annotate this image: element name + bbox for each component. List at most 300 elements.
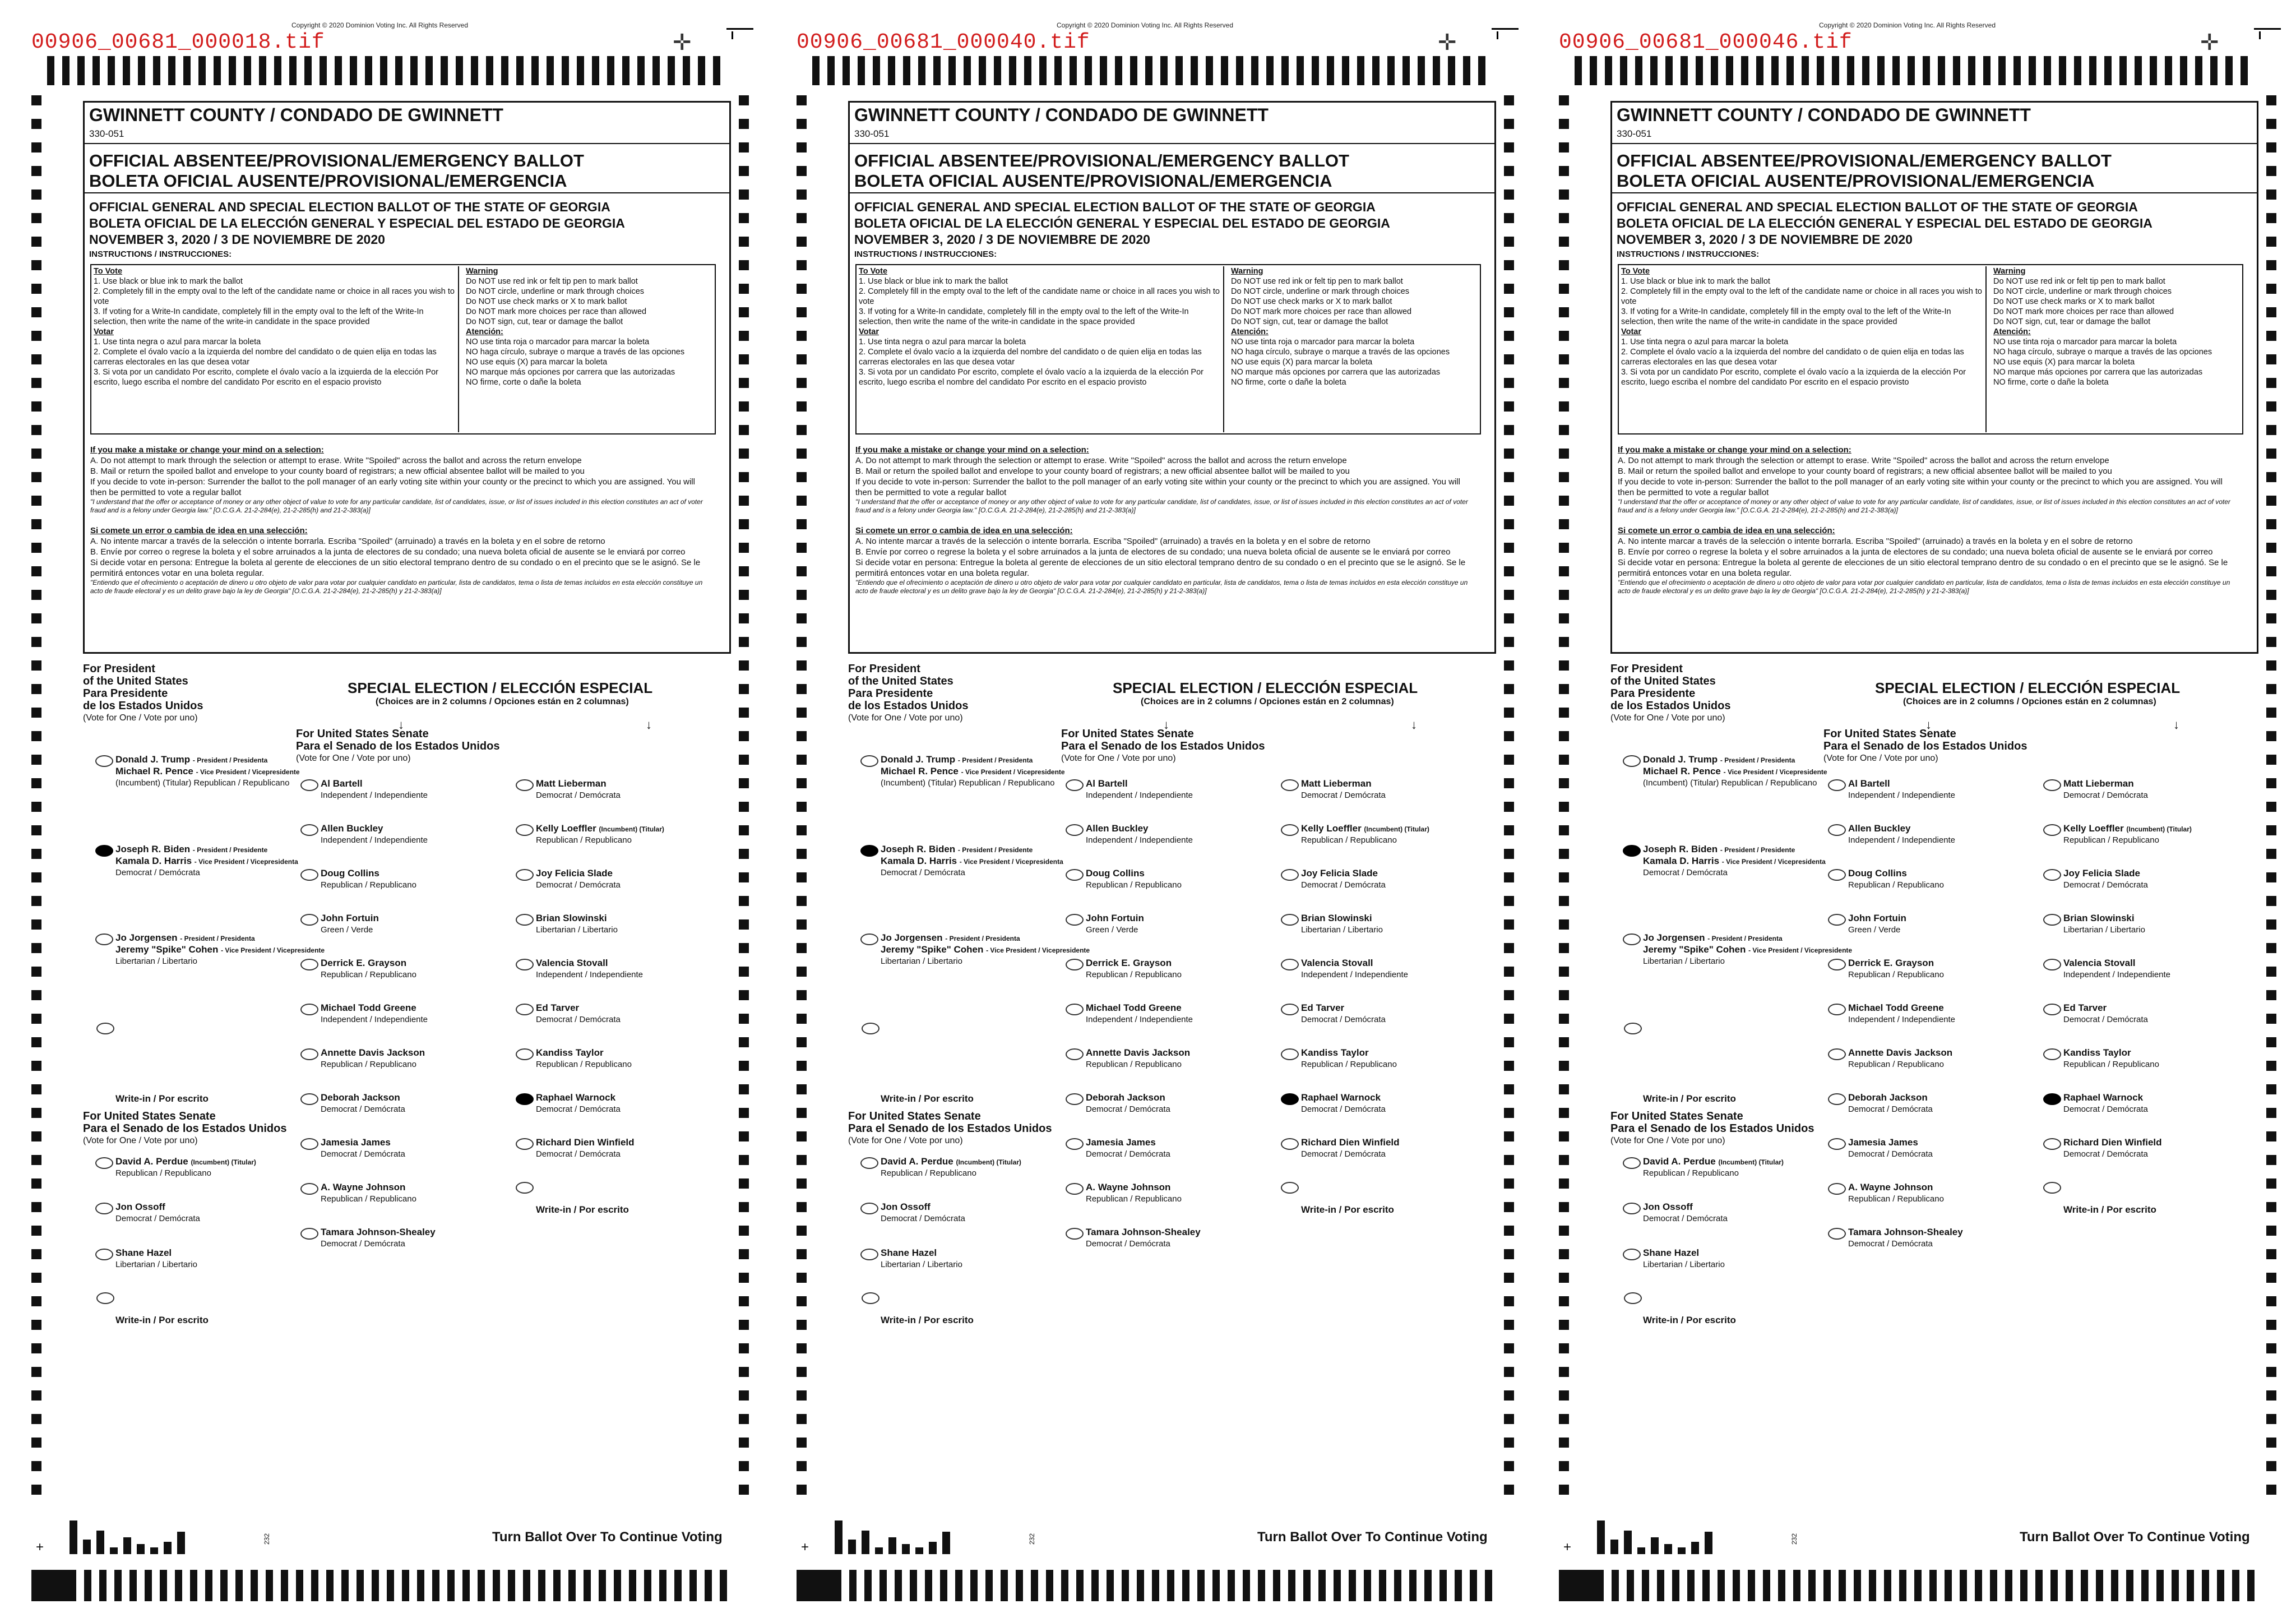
vote-oval[interactable]: [1623, 1203, 1641, 1214]
special-senate-candidate[interactable]: [1848, 1182, 1944, 1205]
special-senate-candidate[interactable]: [536, 913, 618, 936]
timing-mark: [622, 56, 629, 85]
vote-oval[interactable]: [1623, 1249, 1641, 1260]
vote-oval[interactable]: [860, 755, 878, 767]
timing-mark: [1182, 1570, 1189, 1601]
timing-mark: [888, 56, 895, 85]
timing-mark: [1998, 56, 2006, 85]
special-senate-candidate[interactable]: [1301, 913, 1383, 936]
special-senate-candidate[interactable]: [1848, 958, 1944, 981]
vote-oval[interactable]: [1828, 1048, 1846, 1060]
timing-mark: [153, 56, 160, 85]
vote-oval[interactable]: [1281, 1004, 1299, 1015]
special-senate-candidate[interactable]: [536, 1047, 632, 1070]
mistake-instructions: [1618, 445, 2240, 595]
timing-mark: [674, 1570, 682, 1601]
special-senate-candidate[interactable]: [536, 1137, 635, 1160]
writein-label: Write-in / Por escrito: [1643, 1093, 1736, 1104]
timing-mark: [739, 990, 749, 1000]
vote-oval[interactable]: [516, 959, 534, 970]
candidate-party: Republican / Republicano: [321, 970, 416, 979]
vote-oval[interactable]: [2043, 1004, 2061, 1015]
vote-oval[interactable]: [1828, 779, 1846, 791]
candidate-party: Republican / Republicano: [1848, 1060, 1944, 1069]
vote-for-note: (Vote for One / Vote por uno): [1610, 1136, 1725, 1145]
timing-mark: [274, 56, 281, 85]
timing-mark: [739, 425, 749, 435]
vote-oval[interactable]: [1066, 1138, 1084, 1150]
vote-oval[interactable]: [2043, 959, 2061, 970]
special-senate-candidate[interactable]: [321, 1047, 425, 1070]
vote-oval[interactable]: [1066, 1048, 1084, 1060]
candidate-name: Derrick E. Grayson: [321, 958, 407, 968]
vote-oval[interactable]: [516, 824, 534, 836]
to-vote-heading: To Vote: [859, 267, 888, 276]
vote-oval[interactable]: [1623, 933, 1641, 945]
timing-mark: [797, 1414, 807, 1424]
vote-oval[interactable]: [2043, 1093, 2061, 1105]
special-senate-candidate[interactable]: [1848, 913, 1906, 936]
timing-mark: [1575, 56, 1582, 85]
candidate-party: Libertarian / Libertario: [115, 1260, 197, 1269]
timing-mark: [797, 802, 807, 812]
candidate-line: [1848, 1137, 1933, 1149]
special-senate-candidate[interactable]: [321, 778, 428, 801]
vote-oval[interactable]: [1066, 959, 1084, 970]
timing-mark: [1504, 1131, 1514, 1141]
special-senate-candidate[interactable]: [2063, 1092, 2148, 1115]
timing-marks-bottom: [31, 1570, 754, 1601]
corner-tick-h: [726, 28, 753, 30]
timing-mark: [1559, 1014, 1569, 1024]
special-senate-candidate[interactable]: [2063, 1137, 2162, 1160]
special-senate-candidate[interactable]: [1086, 1227, 1201, 1250]
election-title-es: BOLETA OFICIAL DE LA ELECCIÓN GENERAL Y ESPECIAL DEL ESTADO DE GEORGIA: [89, 216, 625, 230]
registration-plus-icon: +: [801, 1540, 809, 1555]
running-mate-role: - Vice President / Vicepresidente: [1723, 768, 1827, 776]
special-senate-candidate[interactable]: [1848, 1002, 1955, 1025]
timing-mark: [31, 1343, 41, 1353]
timing-mark: [1832, 56, 1839, 85]
candidate-name: A. Wayne Johnson: [321, 1182, 406, 1193]
writein-oval[interactable]: [2043, 1182, 2061, 1194]
vote-oval[interactable]: [1066, 1004, 1084, 1015]
timing-mark: [797, 1273, 807, 1283]
special-senate-candidate[interactable]: [536, 1092, 621, 1115]
vote-oval[interactable]: [516, 869, 534, 881]
official-title-es: BOLETA OFICIAL AUSENTE/PROVISIONAL/EMERGENCIA: [89, 171, 567, 191]
vote-oval[interactable]: [516, 1093, 534, 1105]
vote-oval[interactable]: [1066, 779, 1084, 791]
vote-oval[interactable]: [1828, 1228, 1846, 1240]
special-senate-candidate[interactable]: [1301, 1092, 1386, 1115]
special-senate-candidate[interactable]: [536, 823, 664, 846]
atencion-line: NO marque más opciones por carrera que las autorizadas: [1231, 368, 1441, 377]
warning-line: Do NOT circle, underline or mark through choices: [1993, 287, 2172, 296]
vote-oval[interactable]: [2043, 1138, 2061, 1150]
candidate-line: [321, 1182, 416, 1194]
candidate-line: [1848, 913, 1906, 925]
ballot-id-code: [70, 1520, 185, 1554]
instruction-line: 2. Complete el óvalo vacío a la izquierda del nombre del candidato o de quien elija en todas las carreras electorales en las que desea votar: [94, 348, 437, 367]
mistake-heading: If you make a mistake or change your mind on a selection:: [855, 445, 1089, 455]
special-senate-candidate[interactable]: [321, 1137, 405, 1160]
candidate-name: Derrick E. Grayson: [1848, 958, 1934, 968]
timing-mark: [1559, 166, 1569, 176]
vote-oval[interactable]: [300, 959, 318, 970]
timing-mark: [2266, 284, 2276, 294]
down-arrow-icon: ↓: [1163, 718, 1169, 732]
writein-oval[interactable]: [862, 1292, 879, 1304]
timing-mark: [1559, 190, 1569, 200]
senate-candidate[interactable]: [115, 1201, 200, 1224]
vote-oval[interactable]: [95, 755, 113, 767]
vote-oval[interactable]: [95, 845, 113, 857]
special-senate-candidate[interactable]: [2063, 1002, 2148, 1025]
special-senate-header: [296, 728, 499, 765]
timing-mark: [2266, 778, 2276, 788]
candidate-party: Democrat / Demócrata: [1301, 1149, 1386, 1159]
timing-mark: [1504, 1084, 1514, 1094]
timing-mark: [1559, 990, 1569, 1000]
timing-mark: [1504, 543, 1514, 553]
special-senate-candidate[interactable]: [1301, 1137, 1400, 1160]
candidate-party: Independent / Independiente: [1086, 1015, 1193, 1024]
senate-candidate[interactable]: [1643, 1201, 1728, 1224]
vote-oval[interactable]: [1828, 1183, 1846, 1195]
corner-tick-h: [1492, 28, 1519, 30]
vote-oval[interactable]: [95, 933, 113, 945]
special-senate-candidate[interactable]: [321, 913, 379, 936]
warning-line: Do NOT mark more choices per race than allowed: [466, 307, 647, 316]
special-senate-candidate[interactable]: [1086, 1092, 1170, 1115]
timing-mark: [1862, 56, 1869, 85]
vote-oval[interactable]: [1623, 755, 1641, 767]
candidate-role: - President / Presidenta: [192, 756, 268, 764]
special-senate-candidate[interactable]: [321, 1092, 405, 1115]
vote-oval[interactable]: [516, 1048, 534, 1060]
candidate-line: [321, 1227, 436, 1238]
senate-candidate[interactable]: [881, 1201, 965, 1224]
special-senate-candidate[interactable]: [536, 1002, 621, 1025]
vote-oval[interactable]: [1828, 869, 1846, 881]
vote-oval[interactable]: [1623, 1157, 1641, 1169]
special-senate-candidate[interactable]: [536, 958, 643, 981]
vote-oval[interactable]: [1828, 1004, 1846, 1015]
running-mate-role: - Vice President / Vicepresidenta: [1721, 858, 1826, 866]
candidate-party: Democrat / Demócrata: [881, 1214, 965, 1223]
code-bar: [875, 1547, 883, 1554]
senate-candidate[interactable]: [115, 1156, 256, 1179]
timing-mark: [31, 1037, 41, 1047]
special-senate-candidate[interactable]: [1848, 1137, 1933, 1160]
timing-mark: [1145, 56, 1152, 85]
timing-mark: [797, 1461, 807, 1471]
vote-oval[interactable]: [516, 1004, 534, 1015]
candidate-party: Libertarian / Libertario: [2063, 925, 2145, 935]
writein-oval[interactable]: [1624, 1292, 1642, 1304]
timing-mark: [1559, 1461, 1569, 1471]
candidate-line: [1643, 844, 1878, 856]
county-title: GWINNETT COUNTY / CONDADO DE GWINNETT: [89, 105, 503, 125]
candidate-party: Democrat / Demócrata: [2063, 880, 2148, 890]
special-senate-candidate[interactable]: [2063, 958, 2170, 981]
special-senate-candidate[interactable]: [1848, 868, 1944, 891]
timing-mark: [1504, 1014, 1514, 1024]
timing-mark: [31, 1202, 41, 1212]
election-date: NOVEMBER 3, 2020 / 3 DE NOVIEMBRE DE 2020: [89, 232, 385, 247]
timing-mark: [1478, 56, 1485, 85]
writein-oval[interactable]: [96, 1292, 114, 1304]
official-title-es: BOLETA OFICIAL AUSENTE/PROVISIONAL/EMERGENCIA: [854, 171, 1332, 191]
instruction-line: 1. Use black or blue ink to mark the ballot: [1621, 277, 1770, 286]
vote-oval[interactable]: [1828, 914, 1846, 926]
vote-oval[interactable]: [1281, 1048, 1299, 1060]
timing-mark: [1504, 566, 1514, 576]
vote-oval[interactable]: [300, 779, 318, 791]
timing-mark: [2066, 1570, 2073, 1601]
special-senate-candidate[interactable]: [1301, 1002, 1386, 1025]
candidate-name: Matt Lieberman: [2063, 778, 2134, 789]
special-senate-candidate[interactable]: [1848, 1227, 1963, 1250]
vote-oval[interactable]: [516, 779, 534, 791]
vote-oval[interactable]: [300, 1048, 318, 1060]
timing-mark: [1504, 1320, 1514, 1330]
special-senate-candidate[interactable]: [1301, 778, 1386, 801]
timing-mark: [1327, 56, 1334, 85]
candidate-line: [1301, 778, 1386, 790]
timing-mark: [1175, 56, 1183, 85]
vote-oval[interactable]: [1828, 1138, 1846, 1150]
special-senate-candidate[interactable]: [321, 868, 416, 891]
timing-mark: [31, 1155, 41, 1165]
vote-oval[interactable]: [1828, 824, 1846, 836]
timing-mark: [797, 731, 807, 741]
vote-oval[interactable]: [300, 869, 318, 881]
vote-oval[interactable]: [1066, 1093, 1084, 1105]
vote-oval[interactable]: [516, 914, 534, 926]
vote-oval[interactable]: [860, 1249, 878, 1260]
timing-mark: [2266, 708, 2276, 718]
special-senate-candidate[interactable]: [1848, 1092, 1933, 1115]
warning-line: Do NOT mark more choices per race than allowed: [1993, 307, 2174, 316]
special-senate-candidate[interactable]: [2063, 913, 2145, 936]
writein-oval[interactable]: [516, 1182, 534, 1194]
candidate-party: Democrat / Demócrata: [1086, 1104, 1170, 1114]
vote-oval[interactable]: [1281, 1138, 1299, 1150]
mistake-b-es: B. Envíe por correo o regrese la boleta y el sobre arruinados a la junta de electores de su condado; una nueva boleta oficial de ausente se le enviará por correo: [855, 547, 1451, 557]
timing-mark: [933, 56, 941, 85]
vote-oval[interactable]: [95, 1157, 113, 1169]
writein-oval[interactable]: [96, 1023, 114, 1034]
candidate-party: Republican / Republicano: [321, 880, 416, 890]
timing-mark: [1627, 1570, 1634, 1601]
timing-mark: [1197, 1570, 1205, 1601]
warning-line: Do NOT circle, underline or mark through choices: [466, 287, 645, 296]
vote-oval[interactable]: [300, 1228, 318, 1240]
vote-oval[interactable]: [860, 1157, 878, 1169]
special-senate-candidate[interactable]: [1086, 1002, 1193, 1025]
vote-oval[interactable]: [2043, 824, 2061, 836]
special-senate-candidate[interactable]: [1086, 778, 1193, 801]
fraud-notice: "I understand that the offer or acceptance of money or any other object of value to vote for any particular candidate, list of candidates, issue, or list of issues included in this election constitutes an act of voter fraud and is a felony under Georgia law." [O.C.G.A. 21-2-284(e), 21-2-285(h) and 21-2-383(a)]: [1618, 498, 2230, 514]
special-senate-candidate[interactable]: [536, 778, 621, 801]
contest-title: Para el Senado de los Estados Unidos: [848, 1122, 1052, 1135]
special-senate-candidate[interactable]: [321, 1002, 428, 1025]
vote-oval[interactable]: [1066, 1183, 1084, 1195]
senate-candidate[interactable]: [1643, 1247, 1725, 1270]
special-senate-candidate[interactable]: [1086, 1182, 1182, 1205]
vote-oval[interactable]: [1828, 1093, 1846, 1105]
timing-mark: [1504, 1438, 1514, 1448]
candidate-name: Michael Todd Greene: [1848, 1002, 1944, 1013]
timing-mark: [1612, 1570, 1619, 1601]
special-senate-candidate[interactable]: [536, 868, 621, 891]
special-senate-candidate[interactable]: [1848, 1047, 1952, 1070]
timing-mark: [2266, 1367, 2276, 1377]
timing-mark: [1559, 1438, 1569, 1448]
contest-title: For President: [848, 663, 920, 675]
vote-oval[interactable]: [300, 914, 318, 926]
timing-mark: [145, 1570, 152, 1601]
warning-line: Do NOT use check marks or X to mark ballot: [1993, 297, 2155, 306]
timing-mark: [1711, 56, 1718, 85]
timing-mark: [1847, 56, 1854, 85]
vote-oval[interactable]: [1281, 869, 1299, 881]
special-senate-candidate[interactable]: [1086, 1047, 1190, 1070]
candidate-party: Republican / Republicano: [2063, 835, 2159, 845]
vote-oval[interactable]: [1281, 914, 1299, 926]
vote-oval[interactable]: [1281, 1093, 1299, 1105]
timing-mark: [31, 284, 41, 294]
timing-mark: [1748, 1570, 1755, 1601]
vote-oval[interactable]: [95, 1203, 113, 1214]
mistake-b-es: B. Envíe por correo o regrese la boleta y el sobre arruinados a la junta de electores de su condado; una nueva boleta oficial de ausente se le enviará por correo: [1618, 547, 2213, 557]
special-senate-candidate[interactable]: [321, 1182, 416, 1205]
timing-mark: [1504, 1485, 1514, 1495]
special-senate-candidate[interactable]: [1086, 913, 1144, 936]
candidate-line: [881, 1156, 1021, 1168]
vote-oval[interactable]: [300, 824, 318, 836]
writein-oval[interactable]: [1281, 1182, 1299, 1194]
election-title-en: OFFICIAL GENERAL AND SPECIAL ELECTION BALLOT OF THE STATE OF GEORGIA: [89, 200, 610, 214]
vote-oval[interactable]: [1066, 824, 1084, 836]
senate-candidate[interactable]: [1643, 1156, 1784, 1179]
vote-oval[interactable]: [1281, 959, 1299, 970]
vote-oval[interactable]: [1066, 1228, 1084, 1240]
writein-oval[interactable]: [862, 1023, 879, 1034]
special-senate-candidate[interactable]: [1301, 868, 1386, 891]
timing-mark: [1869, 1570, 1876, 1601]
vote-oval[interactable]: [860, 1203, 878, 1214]
special-senate-candidate[interactable]: [1848, 778, 1955, 801]
special-senate-candidate[interactable]: [1848, 823, 1955, 846]
special-senate-candidate[interactable]: [1086, 868, 1182, 891]
timing-mark: [244, 56, 251, 85]
timing-mark: [1349, 1570, 1356, 1601]
code-bar: [1651, 1537, 1659, 1554]
special-senate-candidate[interactable]: [1301, 1047, 1397, 1070]
vote-oval[interactable]: [95, 1249, 113, 1260]
candidate-line: [1086, 1227, 1201, 1238]
vote-oval[interactable]: [2043, 779, 2061, 791]
timing-mark: [2135, 56, 2142, 85]
vote-oval[interactable]: [860, 933, 878, 945]
special-senate-candidate[interactable]: [1086, 958, 1182, 981]
vote-oval[interactable]: [300, 1138, 318, 1150]
writein-oval[interactable]: [1624, 1023, 1642, 1034]
vote-oval[interactable]: [2043, 1048, 2061, 1060]
timing-mark: [797, 660, 807, 671]
vote-oval[interactable]: [300, 1004, 318, 1015]
vote-oval[interactable]: [1066, 869, 1084, 881]
vote-oval[interactable]: [2043, 869, 2061, 881]
timing-mark: [1559, 496, 1569, 506]
special-senate-candidate[interactable]: [1301, 958, 1408, 981]
timing-mark: [1504, 307, 1514, 317]
special-senate-candidate[interactable]: [1301, 823, 1429, 846]
timing-mark: [2266, 378, 2276, 388]
timing-mark: [1953, 56, 1960, 85]
senate-candidate[interactable]: [881, 1156, 1021, 1179]
vote-oval[interactable]: [516, 1138, 534, 1150]
timing-mark: [739, 684, 749, 694]
special-senate-candidate[interactable]: [321, 1227, 436, 1250]
timing-mark: [797, 1367, 807, 1377]
vote-oval[interactable]: [860, 845, 878, 857]
timing-mark: [31, 755, 41, 765]
vote-oval[interactable]: [1281, 779, 1299, 791]
timing-mark: [1681, 56, 1688, 85]
candidate-name: Valencia Stovall: [2063, 958, 2136, 968]
running-mate-line: [881, 944, 1116, 956]
special-senate-candidate[interactable]: [2063, 1047, 2159, 1070]
special-senate-candidate[interactable]: [1086, 823, 1193, 846]
vote-oval[interactable]: [1281, 824, 1299, 836]
special-senate-candidate[interactable]: [321, 823, 428, 846]
timing-mark: [797, 142, 807, 152]
senate-candidate[interactable]: [881, 1247, 962, 1270]
senate-candidate[interactable]: [115, 1247, 197, 1270]
timing-marks-top: [47, 56, 737, 85]
timing-mark: [1342, 56, 1349, 85]
timing-mark: [417, 1570, 424, 1601]
candidate-line: [1848, 1227, 1963, 1238]
timing-mark: [1357, 56, 1364, 85]
candidate-name: Allen Buckley: [1086, 823, 1149, 834]
vote-oval[interactable]: [1066, 914, 1084, 926]
timing-mark: [2266, 637, 2276, 647]
candidate-party: Democrat / Demócrata: [881, 868, 965, 877]
timing-mark: [1455, 1570, 1462, 1601]
vote-oval[interactable]: [1623, 845, 1641, 857]
timing-mark: [441, 56, 448, 85]
vote-oval[interactable]: [1828, 959, 1846, 970]
special-senate-candidate[interactable]: [2063, 778, 2148, 801]
vote-oval[interactable]: [300, 1183, 318, 1195]
special-senate-candidate[interactable]: [2063, 823, 2192, 846]
vote-oval[interactable]: [2043, 914, 2061, 926]
special-senate-candidate[interactable]: [2063, 868, 2148, 891]
special-senate-candidate[interactable]: [1086, 1137, 1170, 1160]
vote-oval[interactable]: [300, 1093, 318, 1105]
timing-mark: [31, 872, 41, 882]
timing-mark: [2180, 56, 2187, 85]
instruction-line: 2. Completely fill in the empty oval to the left of the candidate name or choice in all races you wish to vote: [859, 287, 1220, 306]
candidate-party: Democrat / Demócrata: [2063, 1104, 2148, 1114]
candidate-party: Democrat / Demócrata: [1301, 791, 1386, 800]
special-senate-candidate[interactable]: [321, 958, 416, 981]
